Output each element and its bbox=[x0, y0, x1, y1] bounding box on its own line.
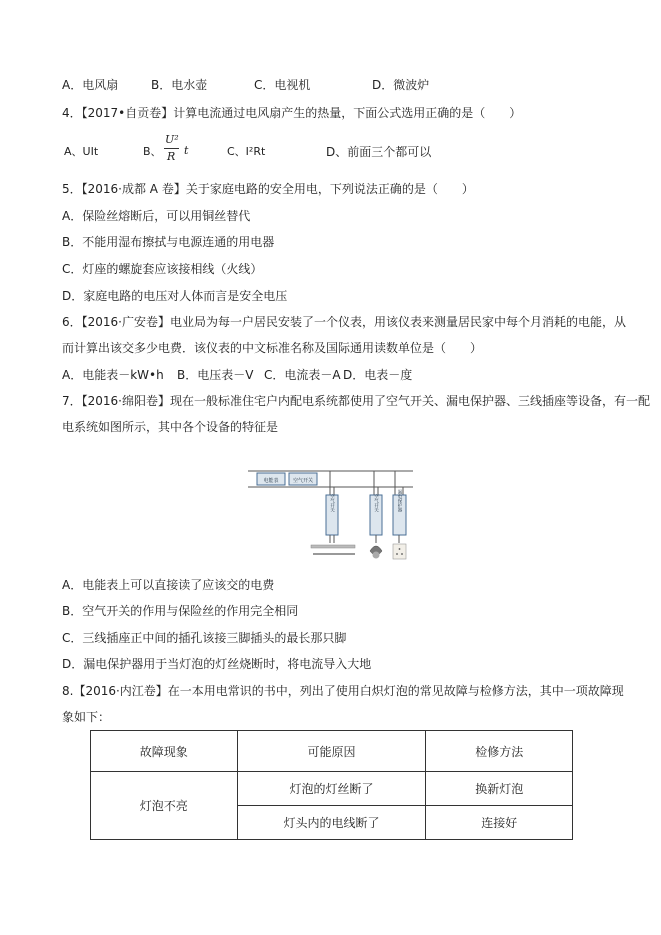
q3-option-c: C．电视机 bbox=[254, 78, 311, 92]
table-cell-fix: 换新灯泡 bbox=[426, 772, 573, 806]
q4-option-b-numerator: U² bbox=[165, 133, 179, 146]
q7-option-d: D．漏电保护器用于当灯泡的灯丝烧断时，将电流导入大地 bbox=[62, 657, 372, 671]
table-header-cause: 可能原因 bbox=[237, 731, 426, 772]
q4-option-b-denominator: R bbox=[167, 150, 176, 163]
distribution-system-diagram bbox=[243, 465, 421, 565]
q5-option-c: C．灯座的螺旋套应该接相线（火线） bbox=[62, 262, 263, 276]
socket-hole-top bbox=[399, 548, 401, 550]
q5-option-b: B．不能用湿布擦拭与电源连通的用电器 bbox=[62, 235, 275, 249]
table-cell-cause: 灯泡的灯丝断了 bbox=[237, 772, 426, 806]
q6-option-a: A．电能表－kW•h bbox=[62, 368, 164, 382]
socket-hole-left bbox=[396, 553, 398, 555]
q7-stem-line-1: 7．【2016·绵阳卷】现在一般标准住宅户内配电系统都使用了空气开关、漏电保护器、三线插座等设备，有一配 bbox=[62, 394, 650, 408]
q6-option-b: B．电压表－V bbox=[177, 368, 254, 382]
q5-option-a: A．保险丝熔断后，可以用铜丝替代 bbox=[62, 209, 251, 223]
branch-switch-2-label: 空气开关 bbox=[373, 494, 379, 512]
q4-option-a: A、UIt bbox=[64, 145, 99, 158]
q6-option-c: C．电流表－A bbox=[264, 368, 341, 382]
q3-option-b: B．电水壶 bbox=[151, 78, 208, 92]
q7-option-c: C．三线插座正中间的插孔该接三脚插头的最长那只脚 bbox=[62, 631, 347, 645]
q6-stem-line-2: 而计算出该交多少电费．该仪表的中文标准名称及国际通用读数单位是（ ） bbox=[62, 341, 483, 355]
q6-stem-line-1: 6．【2016·广安卷】电业局为每一户居民安装了一个仪表，用该仪表来测量居民家中每个月消耗的电能，从 bbox=[62, 315, 626, 329]
light-bulb-glass-icon bbox=[373, 552, 380, 559]
q4-option-b-prefix: B、 bbox=[143, 145, 162, 158]
table-header-symptom: 故障现象 bbox=[91, 731, 238, 772]
q4-option-d: D、前面三个都可以 bbox=[326, 145, 432, 159]
fault-table bbox=[90, 730, 573, 840]
socket-hole-right bbox=[401, 553, 403, 555]
q3-option-d: D．微波炉 bbox=[372, 78, 430, 92]
q4-option-b-t: t bbox=[184, 144, 189, 157]
q5-option-d: D．家庭电路的电压对人体而言是安全电压 bbox=[62, 289, 288, 303]
main-switch-label: 空气开关 bbox=[292, 478, 314, 484]
q4-option-c: C、I²Rt bbox=[227, 145, 266, 158]
table-cell-fix: 连接好 bbox=[426, 806, 573, 840]
q4-stem: 4．【2017•自贡卷】计算电流通过电风扇产生的热量，下面公式选用正确的是（ ） bbox=[62, 106, 522, 120]
tube-lamp-base-icon bbox=[313, 553, 355, 555]
table-header-fix: 检修方法 bbox=[426, 731, 573, 772]
table-cell-symptom: 灯泡不亮 bbox=[91, 772, 238, 840]
q4-option-b-fraction-bar bbox=[164, 148, 179, 149]
q7-option-b: B．空气开关的作用与保险丝的作用完全相同 bbox=[62, 604, 299, 618]
table-cell-cause: 灯头内的电线断了 bbox=[237, 806, 426, 840]
q7-option-a: A．电能表上可以直接读了应该交的电费 bbox=[62, 578, 275, 592]
q8-stem-line-2: 象如下： bbox=[62, 710, 111, 724]
q7-stem-line-2: 电系统如图所示，其中各个设备的特征是 bbox=[62, 420, 279, 434]
table-row bbox=[91, 772, 573, 806]
meter-label: 电能表 bbox=[263, 478, 279, 484]
leakage-protector-label: 漏电保护器 bbox=[397, 489, 402, 513]
q5-stem: 5．【2016·成都 A 卷】关于家庭电路的安全用电，下列说法正确的是（ ） bbox=[62, 182, 474, 196]
q3-option-a: A．电风扇 bbox=[62, 78, 119, 92]
branch-switch-1-label: 空气开关 bbox=[329, 494, 335, 512]
tube-lamp-icon bbox=[311, 545, 355, 548]
socket-icon bbox=[393, 544, 406, 559]
q8-stem-line-1: 8.【2016·内江卷】在一本用电常识的书中，列出了使用白炽灯泡的常见故障与检修方法，其中一项故障现 bbox=[62, 684, 624, 698]
table-header-row bbox=[91, 731, 573, 772]
q6-option-d: D．电表－度 bbox=[343, 368, 413, 382]
